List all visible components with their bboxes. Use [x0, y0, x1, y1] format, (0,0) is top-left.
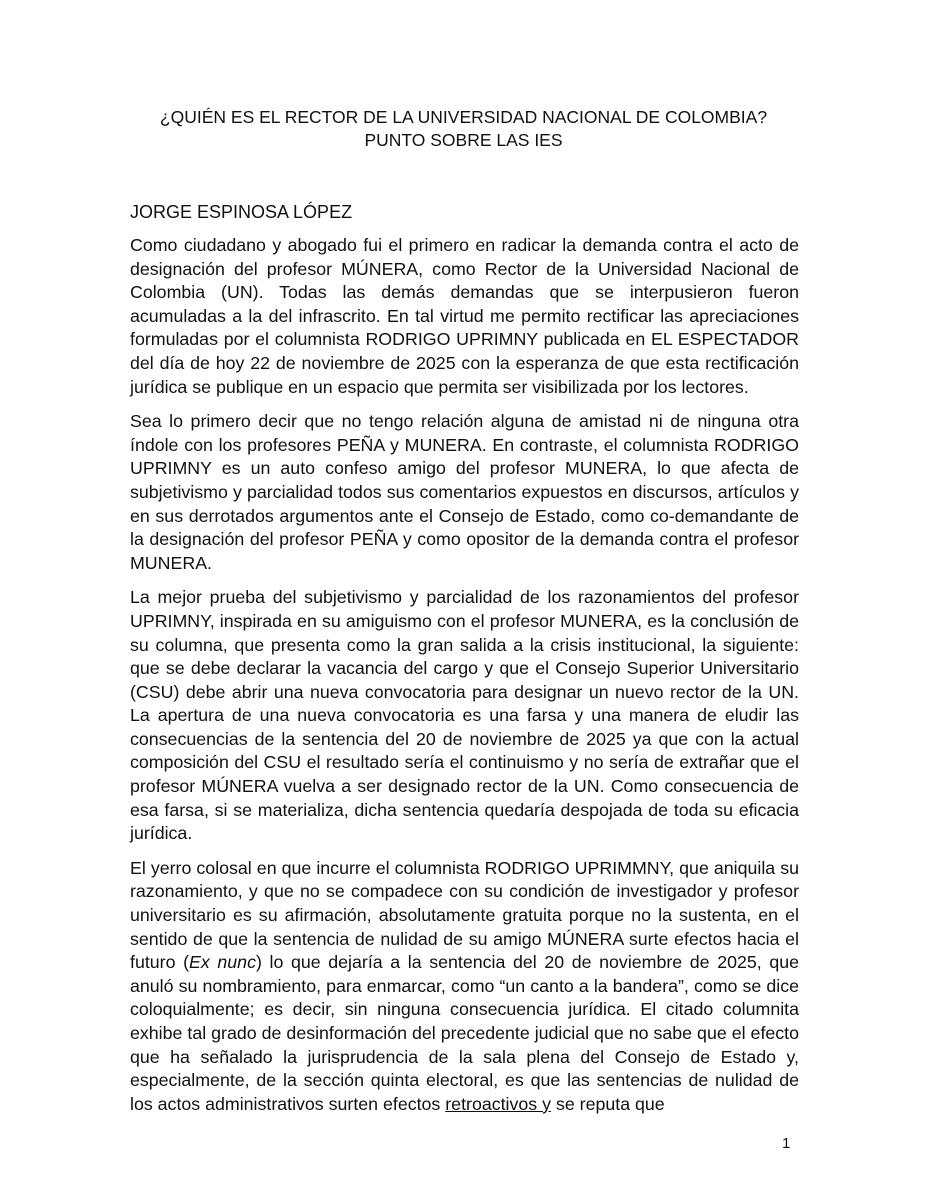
- paragraph-1: Como ciudadano y abogado fui el primero en radicar la demanda contra el acto de designación del profesor MÚNERA, como Rector de la Universidad Nacional de Colombia (UN). Todas las demás demandas que se interpusieron fueron acumuladas a la del infrascrito. En tal virtud me permito rectificar las apreciaciones formuladas por el columnista RODRIGO UPRIMNY publicada en EL ESPECTADOR del día de hoy 22 de noviembre de 2025 con la esperanza de que esta rectificación jurídica se publique en un espacio que permita ser visibilizada por los lectores.: [130, 235, 799, 397]
- page-number: 1: [782, 1135, 791, 1152]
- paragraph-4-italic: Ex nunc: [189, 952, 256, 973]
- document-body: [130, 234, 799, 1114]
- paragraph-2: Sea lo primero decir que no tengo relación alguna de amistad ni de ninguna otra índole con los profesores PEÑA y MUNERA. En contraste, el columnista RODRIGO UPRIMNY es un auto confeso amigo del profesor MUNERA, lo que afecta de subjetivismo y parcialidad todos sus comentarios expuestos en discursos, artículos y en sus derrotados argumentos ante el Consejo de Estado, como co-demandante de la designación del profesor PEÑA y como opositor de la demanda contra el profesor MUNERA.: [130, 411, 799, 573]
- document-title-line-2: PUNTO SOBRE LAS IES: [364, 130, 563, 150]
- author-name: JORGE ESPINOSA LÓPEZ: [130, 202, 353, 222]
- document-title-line-1: ¿QUIÉN ES EL RECTOR DE LA UNIVERSIDAD NACIONAL DE COLOMBIA?: [159, 107, 768, 127]
- paragraph-4-text-a: El yerro colosal en que incurre el columnista RODRIGO UPRIMMNY, que aniquila su razonamiento, y que no se compadece con su condición de investigador y profesor universitario es su afirmación, absolutamente gratuita porque no la sustenta, en el sentido de que la sentencia de nulidad de su amigo MÚNERA surte efectos hacia el futuro (: [130, 857, 799, 973]
- paragraph-4: [130, 857, 799, 1114]
- paragraph-4-text-c: se reputa que: [551, 1093, 665, 1114]
- paragraph-4-underlined: retroactivos y: [445, 1093, 551, 1114]
- paragraph-4-text-b: ) lo que dejaría a la sentencia del 20 de noviembre de 2025, que anuló su nombramiento, para enmarcar, como “un canto a la bandera”, como se dice coloquialmente; es decir, sin ninguna consecuencia jurídica. El citado columnita exhibe tal grado de desinformación del precedente judicial que no sabe que el efecto que ha señalado la jurisprudencia de la sala plena del Consejo de Estado y, especialmente, de la sección quinta electoral, es que las sentencias de nulidad de los actos administrativos surten efectos: [130, 952, 799, 1114]
- paragraph-3: La mejor prueba del subjetivismo y parcialidad de los razonamientos del profesor UPRIMNY, inspirada en su amiguismo con el profesor MUNERA, es la conclusión de su columna, que presenta como la gran salida a la crisis institucional, la siguiente: que se debe declarar la vacancia del cargo y que el Consejo Superior Universitario (CSU) debe abrir una nueva convocatoria para designar un nuevo rector de la UN. La apertura de una nueva convocatoria es una farsa y una manera de eludir las consecuencias de la sentencia del 20 de noviembre de 2025 ya que con la actual composición del CSU el resultado sería el continuismo y no sería de extrañar que el profesor MÚNERA vuelva a ser designado rector de la UN. Como consecuencia de esa farsa, si se materializa, dicha sentencia quedaría despojada de toda su eficacia jurídica.: [130, 587, 799, 844]
